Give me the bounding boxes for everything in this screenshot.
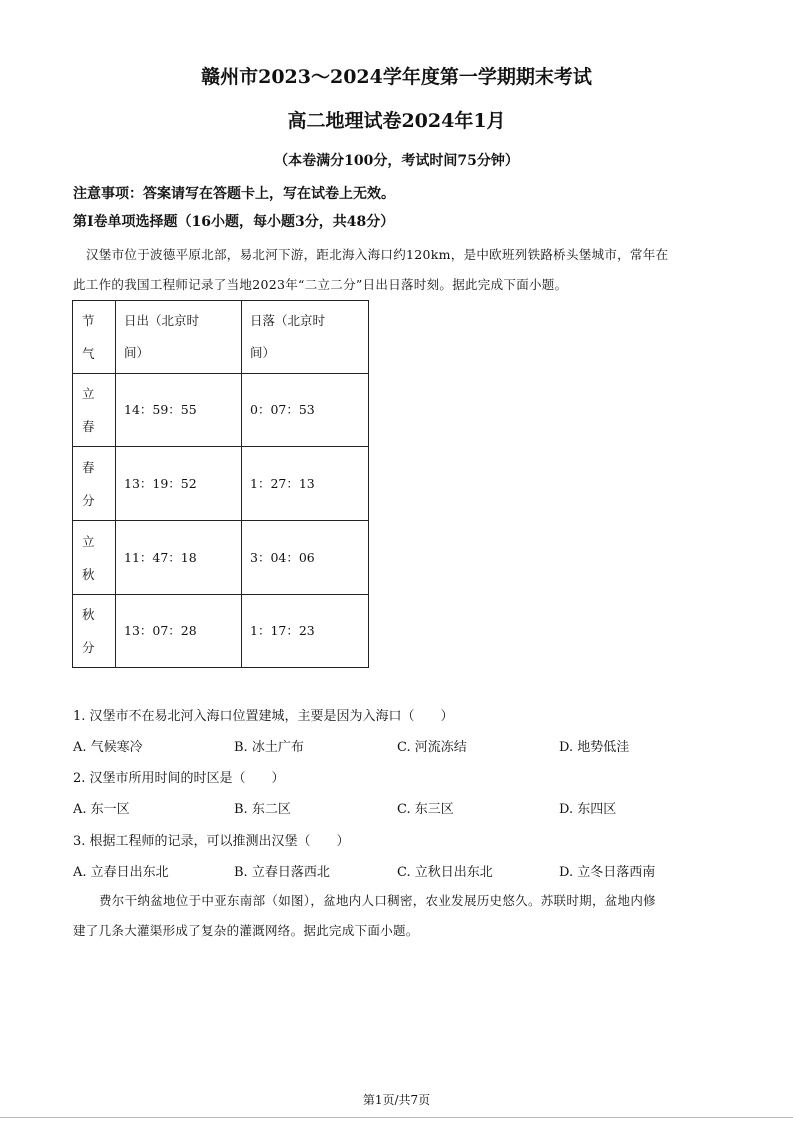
question-2-option-b: B. 东二区 <box>234 802 291 817</box>
page-number: 第1页/共7页 <box>362 1093 431 1107</box>
question-3-stem: 3. 根据工程师的记录，可以推测出汉堡（ ） <box>73 834 350 849</box>
question-3-option-a: A. 立春日出东北 <box>73 865 169 880</box>
sunrise-cell: 13：07：28 <box>116 595 242 668</box>
passage1-line1: 汉堡市位于波德平原北部，易北河下游，距北海入海口约120km，是中欧班列铁路桥头堡城市，常年在 <box>86 247 669 262</box>
table-row: 春 分 13：19：52 1：27：13 <box>73 447 369 521</box>
question-1-option-c: C. 河流冻结 <box>397 740 467 755</box>
sunset-cell: 3：04：06 <box>242 521 369 595</box>
header-term: 节 气 <box>73 301 116 374</box>
question-1-stem: 1. 汉堡市不在易北河入海口位置建城，主要是因为入海口（ ） <box>73 709 454 724</box>
exam-subject-title: 高二地理试卷2024年1月 <box>287 110 506 132</box>
section-title: 第Ⅰ卷单项选择题（16小题，每小题3分，共48分） <box>73 214 395 230</box>
passage1-line2: 此工作的我国工程师记录了当地2023年“二立二分”日出日落时刻。据此完成下面小题。 <box>73 277 568 292</box>
sunset-cell: 1：27：13 <box>242 447 369 521</box>
question-2-option-c: C. 东三区 <box>397 802 454 817</box>
sunrise-cell: 11：47：18 <box>116 521 242 595</box>
notice: 注意事项：答案请写在答题卡上，写在试卷上无效。 <box>73 186 395 202</box>
question-1-option-b: B. 冰土广布 <box>234 740 304 755</box>
table-row: 立 秋 11：47：18 3：04：06 <box>73 521 369 595</box>
term-cell: 立 <box>82 533 95 549</box>
question-2-option-d: D. 东四区 <box>559 802 617 817</box>
table-row: 秋 分 13：07：28 1：17：23 <box>73 595 369 668</box>
term-cell: 春 <box>82 459 95 475</box>
question-1-option-a: A. 气候寒冷 <box>73 740 143 755</box>
question-2-stem: 2. 汉堡市所用时间的时区是（ ） <box>73 771 285 786</box>
sunrise-cell: 13：19：52 <box>116 447 242 521</box>
table-row: 立 春 14：59：55 0：07：53 <box>73 374 369 447</box>
question-3-option-d: D. 立冬日落西南 <box>559 865 656 880</box>
exam-subtitle: （本卷满分100分，考试时间75分钟） <box>274 153 519 169</box>
term-cell: 秋 <box>82 607 95 622</box>
question-2-option-a: A. 东一区 <box>73 802 130 817</box>
term-cell: 立 <box>82 386 95 401</box>
question-3-option-c: C. 立秋日出东北 <box>397 865 493 880</box>
sunset-cell: 1：17：23 <box>242 595 369 668</box>
header-sunset: 日落（北京时 间） <box>242 301 369 374</box>
question-3-option-b: B. 立春日落西北 <box>234 865 330 880</box>
exam-title: 赣州市2023～2024学年度第一学期期末考试 <box>201 66 592 88</box>
sunset-cell: 0：07：53 <box>242 374 369 447</box>
sunrise-sunset-table <box>72 300 369 668</box>
passage2-line2: 建了几条大灌渠形成了复杂的灌溉网络。据此完成下面小题。 <box>73 923 419 938</box>
table-header-row <box>73 301 369 374</box>
passage2-line1: 费尔干纳盆地位于中亚东南部（如图），盆地内人口稠密，农业发展历史悠久。苏联时期，盆地内修 <box>99 893 656 908</box>
footer-divider <box>0 1117 793 1118</box>
question-1-option-d: D. 地势低洼 <box>559 740 630 755</box>
header-sunrise: 日出（北京时 间） <box>116 301 242 374</box>
sunrise-cell: 14：59：55 <box>116 374 242 447</box>
